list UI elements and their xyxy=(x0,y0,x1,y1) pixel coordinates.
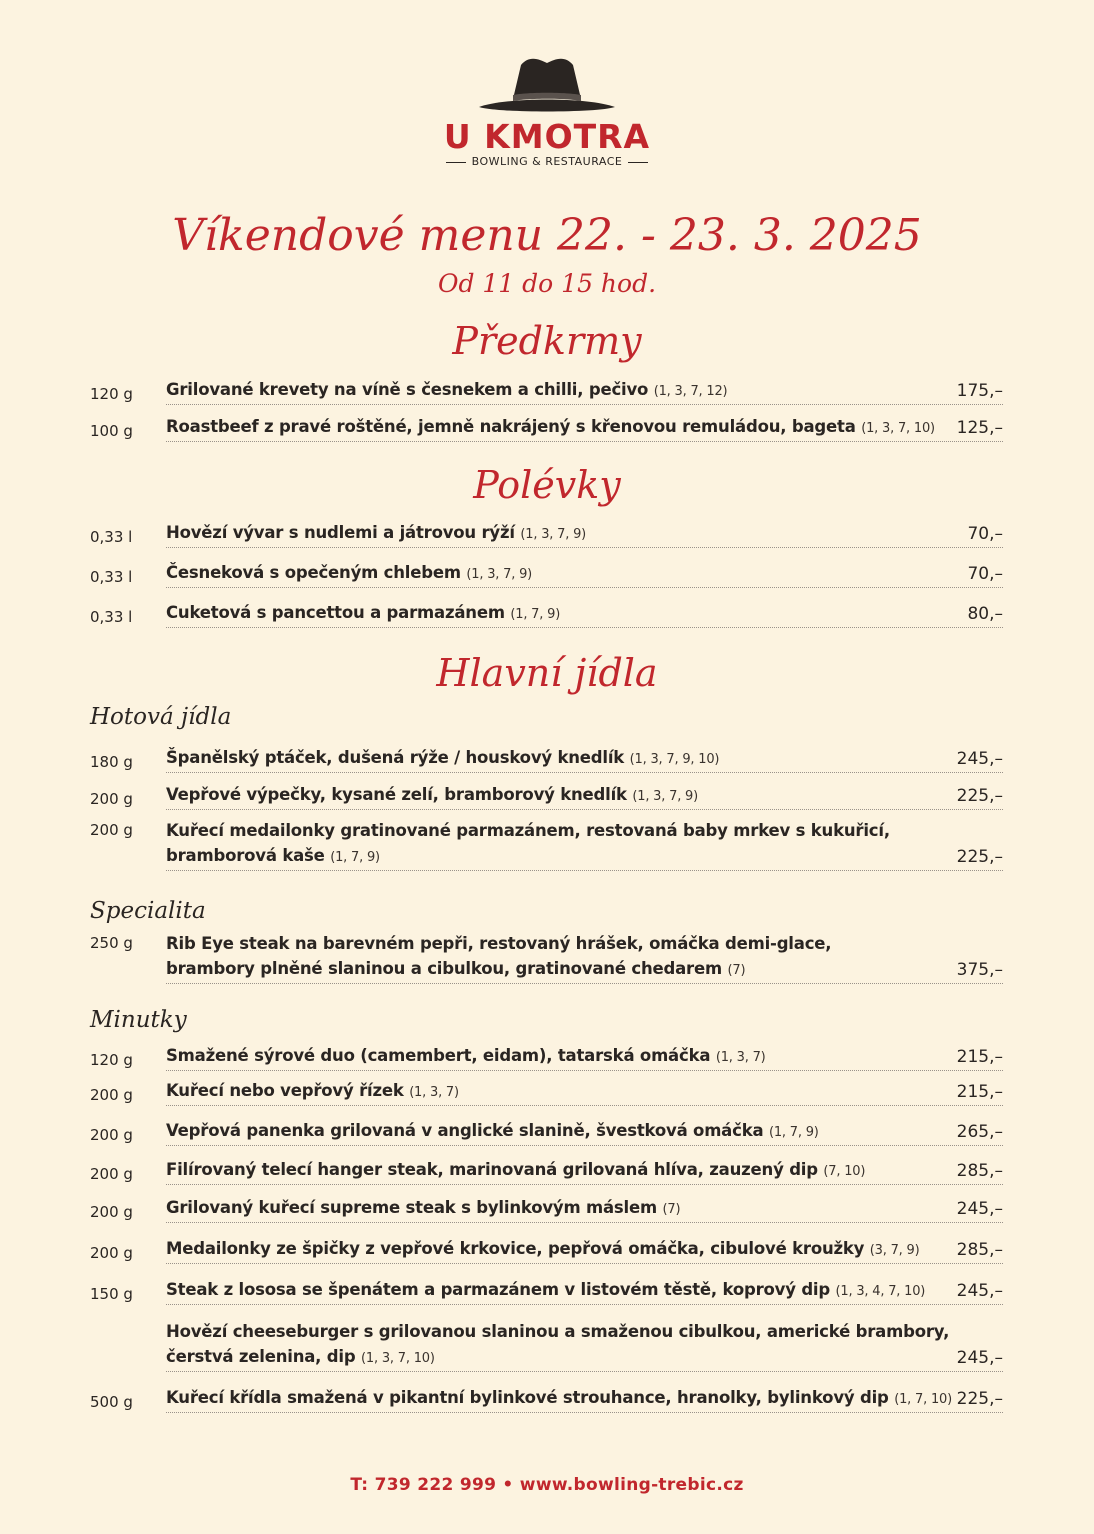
item-price: 175,– xyxy=(956,381,1003,401)
brand-tagline xyxy=(0,155,1094,169)
item-name: Vepřová panenka grilovaná v anglické slanině, švestková omáčka xyxy=(166,1121,764,1140)
item-allergens: (1, 3, 7, 9) xyxy=(520,527,587,542)
item-name: Hovězí vývar s nudlemi a játrovou rýží xyxy=(166,523,515,542)
subsection-title-hotova-jidla: Hotová jídla xyxy=(90,704,232,730)
menu-item xyxy=(90,1043,1003,1071)
item-name: Španělský ptáček, dušená rýže / houskový knedlík xyxy=(166,748,625,767)
item-weight: 100 g xyxy=(90,422,133,440)
item-name: Cuketová s pancettou a parmazánem xyxy=(166,603,505,622)
menu-item xyxy=(90,377,1003,405)
item-weight: 120 g xyxy=(90,1051,133,1069)
item-description xyxy=(166,1078,1003,1106)
tagline-text: BOWLING & RESTAURACE xyxy=(471,155,623,168)
menu-item xyxy=(90,1157,1003,1185)
item-name-continued: bramborová kaše xyxy=(166,846,325,865)
item-name: Smažené sýrové duo (camembert, eidam), tatarská omáčka xyxy=(166,1046,711,1065)
item-description xyxy=(166,1118,1003,1146)
item-name: Roastbeef z pravé roštěné, jemně nakrájený s křenovou remuládou, bageta xyxy=(166,417,856,436)
item-price: 375,– xyxy=(956,960,1003,980)
item-description xyxy=(166,600,1003,628)
item-allergens: (1, 3, 7, 9, 10) xyxy=(629,752,720,767)
subsection-title-minutky: Minutky xyxy=(90,1007,187,1033)
brand-name: U KMOTRA xyxy=(443,117,651,156)
item-weight: 0,33 l xyxy=(90,528,133,546)
item-weight: 180 g xyxy=(90,753,133,771)
item-name: Rib Eye steak na barevném pepři, restovaný hrášek, omáčka demi-glace, xyxy=(166,934,832,953)
item-weight: 200 g xyxy=(90,821,133,839)
item-description xyxy=(166,818,1003,871)
item-price: 265,– xyxy=(956,1122,1003,1142)
item-description xyxy=(166,931,1003,984)
item-description xyxy=(166,782,1003,810)
item-allergens: (1, 7, 9) xyxy=(510,607,561,622)
item-name: Kuřecí medailonky gratinované parmazánem, restovaná baby mrkev s kukuřicí, xyxy=(166,821,890,840)
divider xyxy=(628,162,648,163)
section-title-hlavni-jidla: Hlavní jídla xyxy=(436,651,658,695)
item-name: Medailonky ze špičky z vepřové krkovice, pepřová omáčka, cibulové kroužky xyxy=(166,1239,865,1258)
section-title-predkrmy: Předkrmy xyxy=(452,319,642,363)
item-weight: 200 g xyxy=(90,1165,133,1183)
item-price: 245,– xyxy=(956,1348,1003,1368)
item-name: Grilovaný kuřecí supreme steak s bylinkovým máslem xyxy=(166,1198,657,1217)
item-allergens: (1, 7, 9) xyxy=(330,850,380,865)
menu-item xyxy=(90,600,1003,628)
item-price: 70,– xyxy=(967,524,1003,544)
logo xyxy=(0,55,1094,169)
menu-hours: Od 11 do 15 hod. xyxy=(437,269,657,298)
item-allergens: (7, 10) xyxy=(823,1164,866,1179)
item-description xyxy=(166,1157,1003,1185)
section-title-polevky: Polévky xyxy=(473,463,621,507)
item-allergens: (1, 3, 7, 10) xyxy=(861,421,935,436)
item-weight: 200 g xyxy=(90,1203,133,1221)
item-description xyxy=(166,377,1003,405)
item-description xyxy=(166,1319,1003,1372)
item-description xyxy=(166,1385,1003,1413)
item-description xyxy=(166,520,1003,548)
item-description xyxy=(166,1195,1003,1223)
item-weight: 150 g xyxy=(90,1285,133,1303)
item-name: Vepřové výpečky, kysané zelí, bramborový knedlík xyxy=(166,785,627,804)
item-price: 125,– xyxy=(956,418,1003,438)
item-weight: 200 g xyxy=(90,1244,133,1262)
item-allergens: (3, 7, 9) xyxy=(869,1243,920,1258)
item-weight: 200 g xyxy=(90,1086,133,1104)
item-allergens: (1, 3, 7, 10) xyxy=(361,1351,435,1366)
menu-item xyxy=(90,1236,1003,1264)
item-allergens: (1, 3, 7) xyxy=(715,1050,766,1065)
item-name: Steak z lososa se špenátem a parmazánem v listovém těstě, koprový dip xyxy=(166,1280,830,1299)
item-name: Grilované krevety na víně s česnekem a chilli, pečivo xyxy=(166,380,649,399)
menu-item xyxy=(90,931,1003,984)
item-allergens: (1, 7, 10) xyxy=(894,1392,952,1407)
item-price: 215,– xyxy=(956,1047,1003,1067)
item-allergens: (1, 3, 7, 9) xyxy=(466,567,533,582)
item-name: Kuřecí křídla smažená v pikantní bylinkové strouhance, hranolky, bylinkový dip xyxy=(166,1388,889,1407)
subsection-title-specialita: Specialita xyxy=(90,898,206,924)
item-weight: 250 g xyxy=(90,934,133,952)
item-allergens: (1, 3, 7, 9) xyxy=(632,789,698,804)
item-allergens: (1, 7, 9) xyxy=(768,1125,819,1140)
menu-item xyxy=(90,818,1003,871)
divider xyxy=(446,162,466,163)
item-name: Česneková s opečeným chlebem xyxy=(166,563,461,582)
menu-item xyxy=(90,1078,1003,1106)
fedora-hat-icon xyxy=(477,55,617,117)
menu-item xyxy=(90,1195,1003,1223)
item-allergens: (1, 3, 7) xyxy=(409,1085,459,1100)
item-price: 245,– xyxy=(956,749,1003,769)
footer-contact: T: 739 222 999 • www.bowling-trebic.cz xyxy=(350,1475,744,1495)
menu-item xyxy=(90,520,1003,548)
item-price: 245,– xyxy=(956,1199,1003,1219)
menu-item xyxy=(90,414,1003,442)
item-allergens: (7) xyxy=(727,963,746,978)
menu-item xyxy=(90,1118,1003,1146)
item-description xyxy=(166,1236,1003,1264)
menu-title: Víkendové menu 22. - 23. 3. 2025 xyxy=(172,210,922,261)
item-weight: 200 g xyxy=(90,790,133,808)
item-name: Kuřecí nebo vepřový řízek xyxy=(166,1081,404,1100)
item-allergens: (1, 3, 7, 12) xyxy=(653,384,728,399)
item-price: 245,– xyxy=(956,1281,1003,1301)
item-name-continued: brambory plněné slaninou a cibulkou, gratinované chedarem xyxy=(166,959,722,978)
item-description xyxy=(166,1043,1003,1071)
item-price: 285,– xyxy=(956,1161,1003,1181)
menu-item xyxy=(90,782,1003,810)
item-allergens: (7) xyxy=(662,1202,681,1217)
menu-item xyxy=(90,1277,1003,1305)
item-weight: 0,33 l xyxy=(90,608,133,626)
item-description xyxy=(166,745,1003,773)
item-price: 225,– xyxy=(956,847,1003,867)
item-allergens: (1, 3, 4, 7, 10) xyxy=(835,1284,926,1299)
item-price: 225,– xyxy=(956,1389,1003,1409)
menu-item xyxy=(90,1319,1003,1372)
item-weight: 200 g xyxy=(90,1126,133,1144)
item-price: 70,– xyxy=(967,564,1003,584)
item-name-continued: čerstvá zelenina, dip xyxy=(166,1347,356,1366)
item-weight: 0,33 l xyxy=(90,568,133,586)
item-weight: 120 g xyxy=(90,385,133,403)
menu-item xyxy=(90,560,1003,588)
item-price: 215,– xyxy=(956,1082,1003,1102)
menu-item xyxy=(90,1385,1003,1413)
item-description xyxy=(166,414,1003,442)
item-weight: 500 g xyxy=(90,1393,133,1411)
item-description xyxy=(166,560,1003,588)
item-price: 285,– xyxy=(956,1240,1003,1260)
menu-item xyxy=(90,745,1003,773)
item-name: Filírovaný telecí hanger steak, marinovaná grilovaná hlíva, zauzený dip xyxy=(166,1160,818,1179)
item-description xyxy=(166,1277,1003,1305)
item-price: 80,– xyxy=(967,604,1003,624)
item-price: 225,– xyxy=(956,786,1003,806)
item-name: Hovězí cheeseburger s grilovanou slaninou a smaženou cibulkou, americké brambory, xyxy=(166,1322,950,1341)
